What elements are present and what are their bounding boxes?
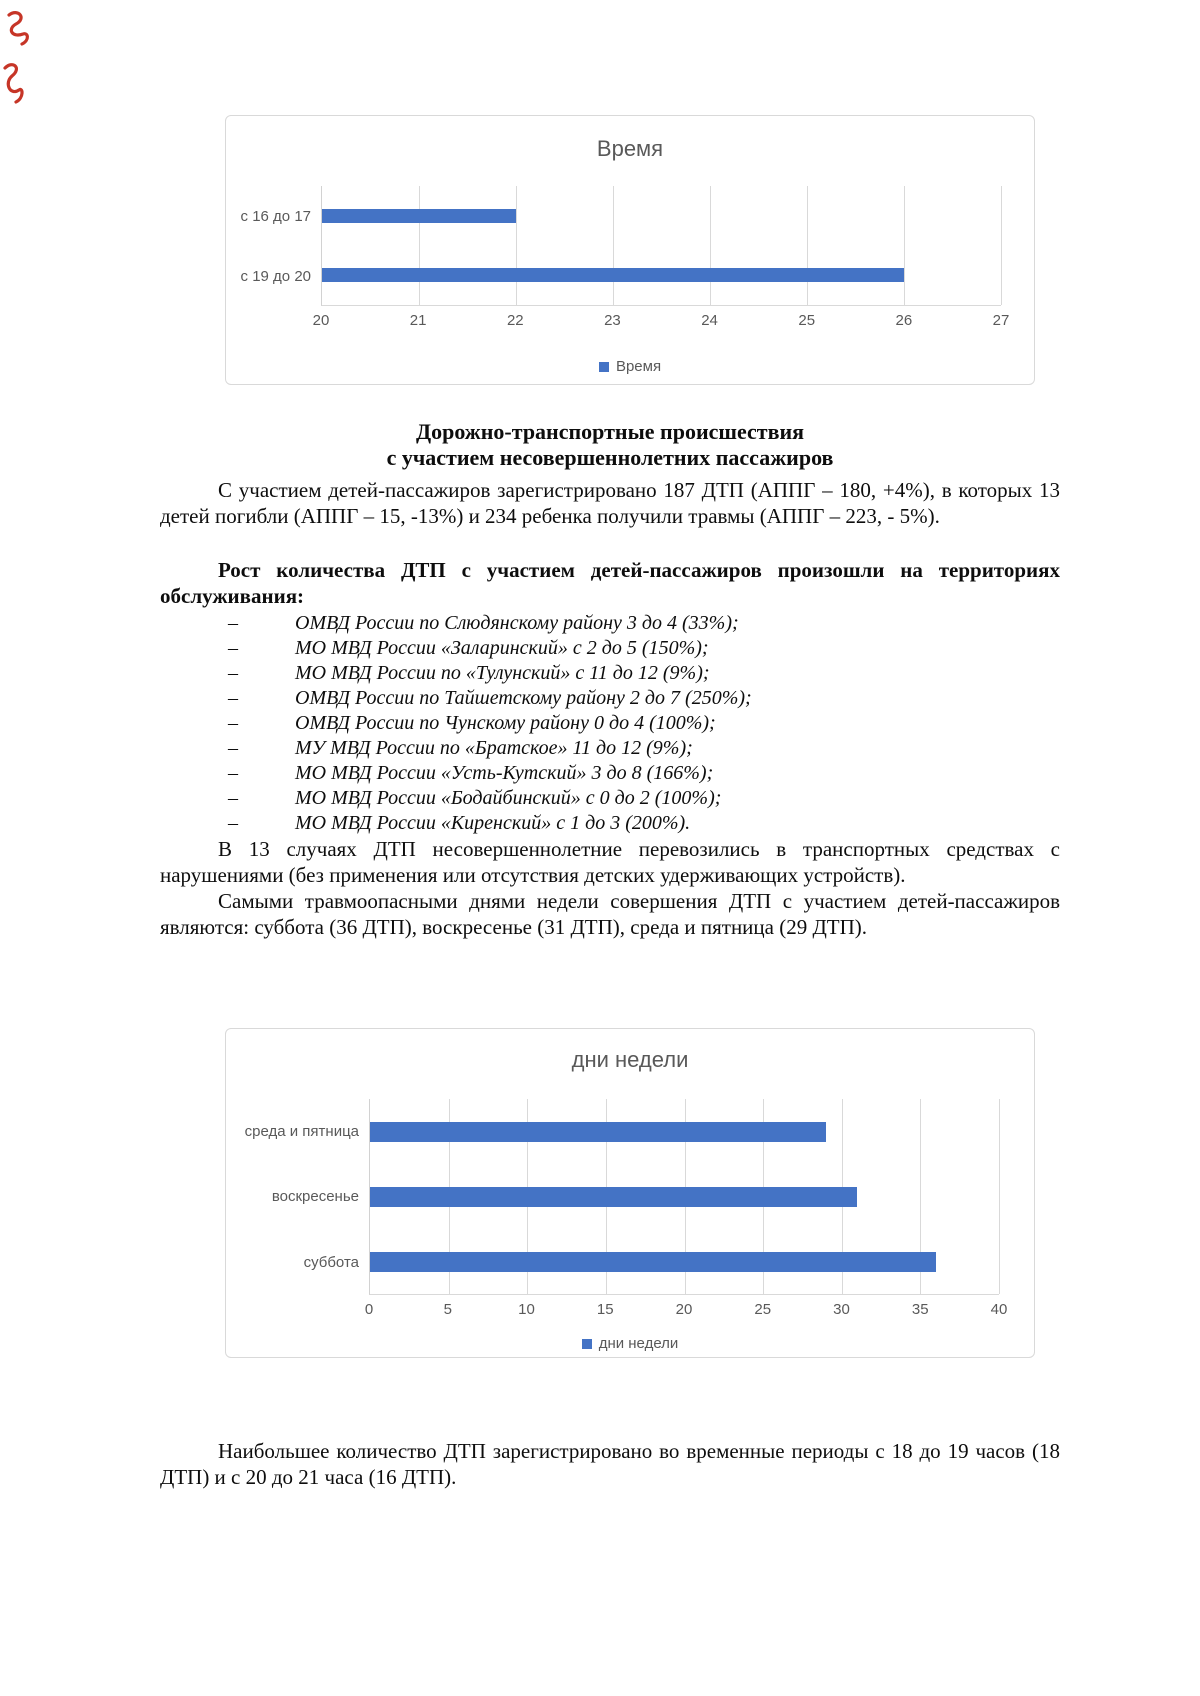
list-item-text: ОМВД России по Чунскому району 0 до 4 (100%); xyxy=(295,712,716,734)
x-tick-label: 22 xyxy=(506,312,524,329)
bar xyxy=(322,268,904,282)
legend-label: дни недели xyxy=(598,1335,679,1352)
legend-marker-icon xyxy=(582,1339,592,1349)
list-item xyxy=(160,736,1060,761)
list-item xyxy=(160,636,1060,661)
paragraph-growth-intro: Рост количества ДТП с участием детей-пассажиров произошли на территориях обслуживания: xyxy=(160,558,1060,608)
legend-marker-icon xyxy=(599,362,609,372)
list-item xyxy=(160,611,1060,636)
list-item xyxy=(160,711,1060,736)
plot-area xyxy=(321,186,1001,306)
bar-band xyxy=(322,186,1001,246)
x-tick-label: 25 xyxy=(754,1301,772,1318)
list-item xyxy=(160,761,1060,786)
list-item-text: ОМВД России по Тайшетскому району 2 до 7 (250%); xyxy=(295,687,752,709)
list-item xyxy=(160,811,1060,836)
growth-territories-list xyxy=(160,611,1060,836)
x-axis xyxy=(226,306,1034,332)
bar-band xyxy=(370,1229,999,1294)
x-tick-label: 27 xyxy=(992,312,1010,329)
legend-label: Время xyxy=(615,358,662,375)
x-tick-label: 24 xyxy=(701,312,718,329)
x-tick-label: 20 xyxy=(312,312,330,329)
list-item-text: МО МВД России «Заларинский» с 2 до 5 (150%); xyxy=(295,637,709,659)
list-dash: – xyxy=(228,812,238,834)
x-tick-label: 0 xyxy=(364,1301,374,1318)
x-axis-ticks xyxy=(364,1295,1008,1321)
gridline xyxy=(999,1099,1000,1294)
x-tick-label: 5 xyxy=(443,1301,452,1318)
bar xyxy=(322,209,516,223)
category-label: воскресенье xyxy=(271,1188,359,1206)
bar-band xyxy=(370,1099,999,1164)
bar xyxy=(370,1122,826,1142)
x-tick-label: 10 xyxy=(518,1301,535,1318)
list-item-text: ОМВД России по Слюдянскому району 3 до 4 (33%); xyxy=(295,612,739,634)
list-dash: – xyxy=(228,662,238,684)
legend xyxy=(226,1335,1034,1352)
category-label: суббота xyxy=(303,1253,359,1271)
list-item-text: МО МВД России по «Тулунский» с 11 до 12 (9%); xyxy=(295,662,710,684)
paragraph-restraint-violations: В 13 случаях ДТП несовершеннолетние перевозились в транспортных средствах с нарушениями (без применения или отсутствия детских удерживающих устройств). xyxy=(160,837,1060,887)
plot-area xyxy=(369,1099,999,1295)
gridline xyxy=(1001,186,1002,305)
x-tick-label: 21 xyxy=(409,312,427,329)
x-axis-spacer xyxy=(226,1295,369,1321)
x-axis xyxy=(226,1295,1034,1321)
x-tick-label: 26 xyxy=(895,312,913,329)
bars-layer xyxy=(370,1099,999,1294)
list-dash: – xyxy=(228,687,238,709)
x-tick-label: 20 xyxy=(675,1301,693,1318)
list-item-text: МУ МВД России по «Братское» 11 до 12 (9%); xyxy=(295,737,693,759)
x-tick-label: 25 xyxy=(798,312,816,329)
paragraph-time-periods: Наибольшее количество ДТП зарегистрировано во временные периоды с 18 до 19 часов (18 ДТП) и с 20 до 21 часа (16 ДТП). xyxy=(160,1439,1060,1489)
chart-title: Время xyxy=(596,136,664,161)
list-item xyxy=(160,786,1060,811)
chart-body xyxy=(226,186,1034,306)
x-tick-label: 35 xyxy=(911,1301,929,1318)
bar xyxy=(370,1187,857,1207)
red-pen-marks xyxy=(2,6,44,110)
list-dash: – xyxy=(228,737,238,759)
list-item-text: МО МВД России «Киренский» с 1 до 3 (200%). xyxy=(295,812,691,834)
paragraph-statistics: С участием детей-пассажиров зарегистрировано 187 ДТП (АППГ – 180, +4%), в которых 13 детей погибли (АППГ – 15, -13%) и 234 ребенка получили травмы (АППГ – 223, - 5%). xyxy=(160,478,1060,528)
x-tick-label: 40 xyxy=(990,1301,1008,1318)
list-item xyxy=(160,686,1060,711)
days-of-week-chart xyxy=(225,1028,1035,1358)
x-tick-label: 15 xyxy=(596,1301,614,1318)
x-tick-label: 30 xyxy=(833,1301,850,1318)
bar-band xyxy=(322,246,1001,306)
category-axis xyxy=(226,1099,369,1295)
category-label: с 16 до 17 xyxy=(240,207,311,225)
category-label: среда и пятница xyxy=(244,1123,359,1141)
chart-body xyxy=(226,1099,1034,1295)
list-dash: – xyxy=(228,712,238,734)
list-dash: – xyxy=(228,612,238,634)
list-dash: – xyxy=(228,637,238,659)
section-heading-line1: Дорожно-транспортные происшествия xyxy=(415,419,805,444)
bars-layer xyxy=(322,186,1001,305)
chart-title: дни недели xyxy=(571,1047,689,1072)
x-axis-ticks xyxy=(312,306,1010,332)
list-dash: – xyxy=(228,762,238,784)
x-axis-spacer xyxy=(226,306,321,332)
bar xyxy=(370,1252,936,1272)
legend xyxy=(226,358,1034,375)
x-tick-label: 23 xyxy=(604,312,621,329)
list-item-text: МО МВД России «Усть-Кутский» 3 до 8 (166%); xyxy=(295,762,714,784)
bar-band xyxy=(370,1164,999,1229)
paragraph-dangerous-days: Самыми травмоопасными днями недели совершения ДТП с участием детей-пассажиров являются: суббота (36 ДТП), воскресенье (31 ДТП), среда и пятница (29 ДТП). xyxy=(160,889,1060,939)
list-item-text: МО МВД России «Бодайбинский» с 0 до 2 (100%); xyxy=(295,787,722,809)
category-axis xyxy=(226,186,321,306)
time-of-day-chart xyxy=(225,115,1035,385)
list-item xyxy=(160,661,1060,686)
list-dash: – xyxy=(228,787,238,809)
category-label: с 19 до 20 xyxy=(240,267,311,285)
section-heading xyxy=(160,419,1060,471)
section-heading-line2: с участием несовершеннолетних пассажиров xyxy=(386,445,834,470)
